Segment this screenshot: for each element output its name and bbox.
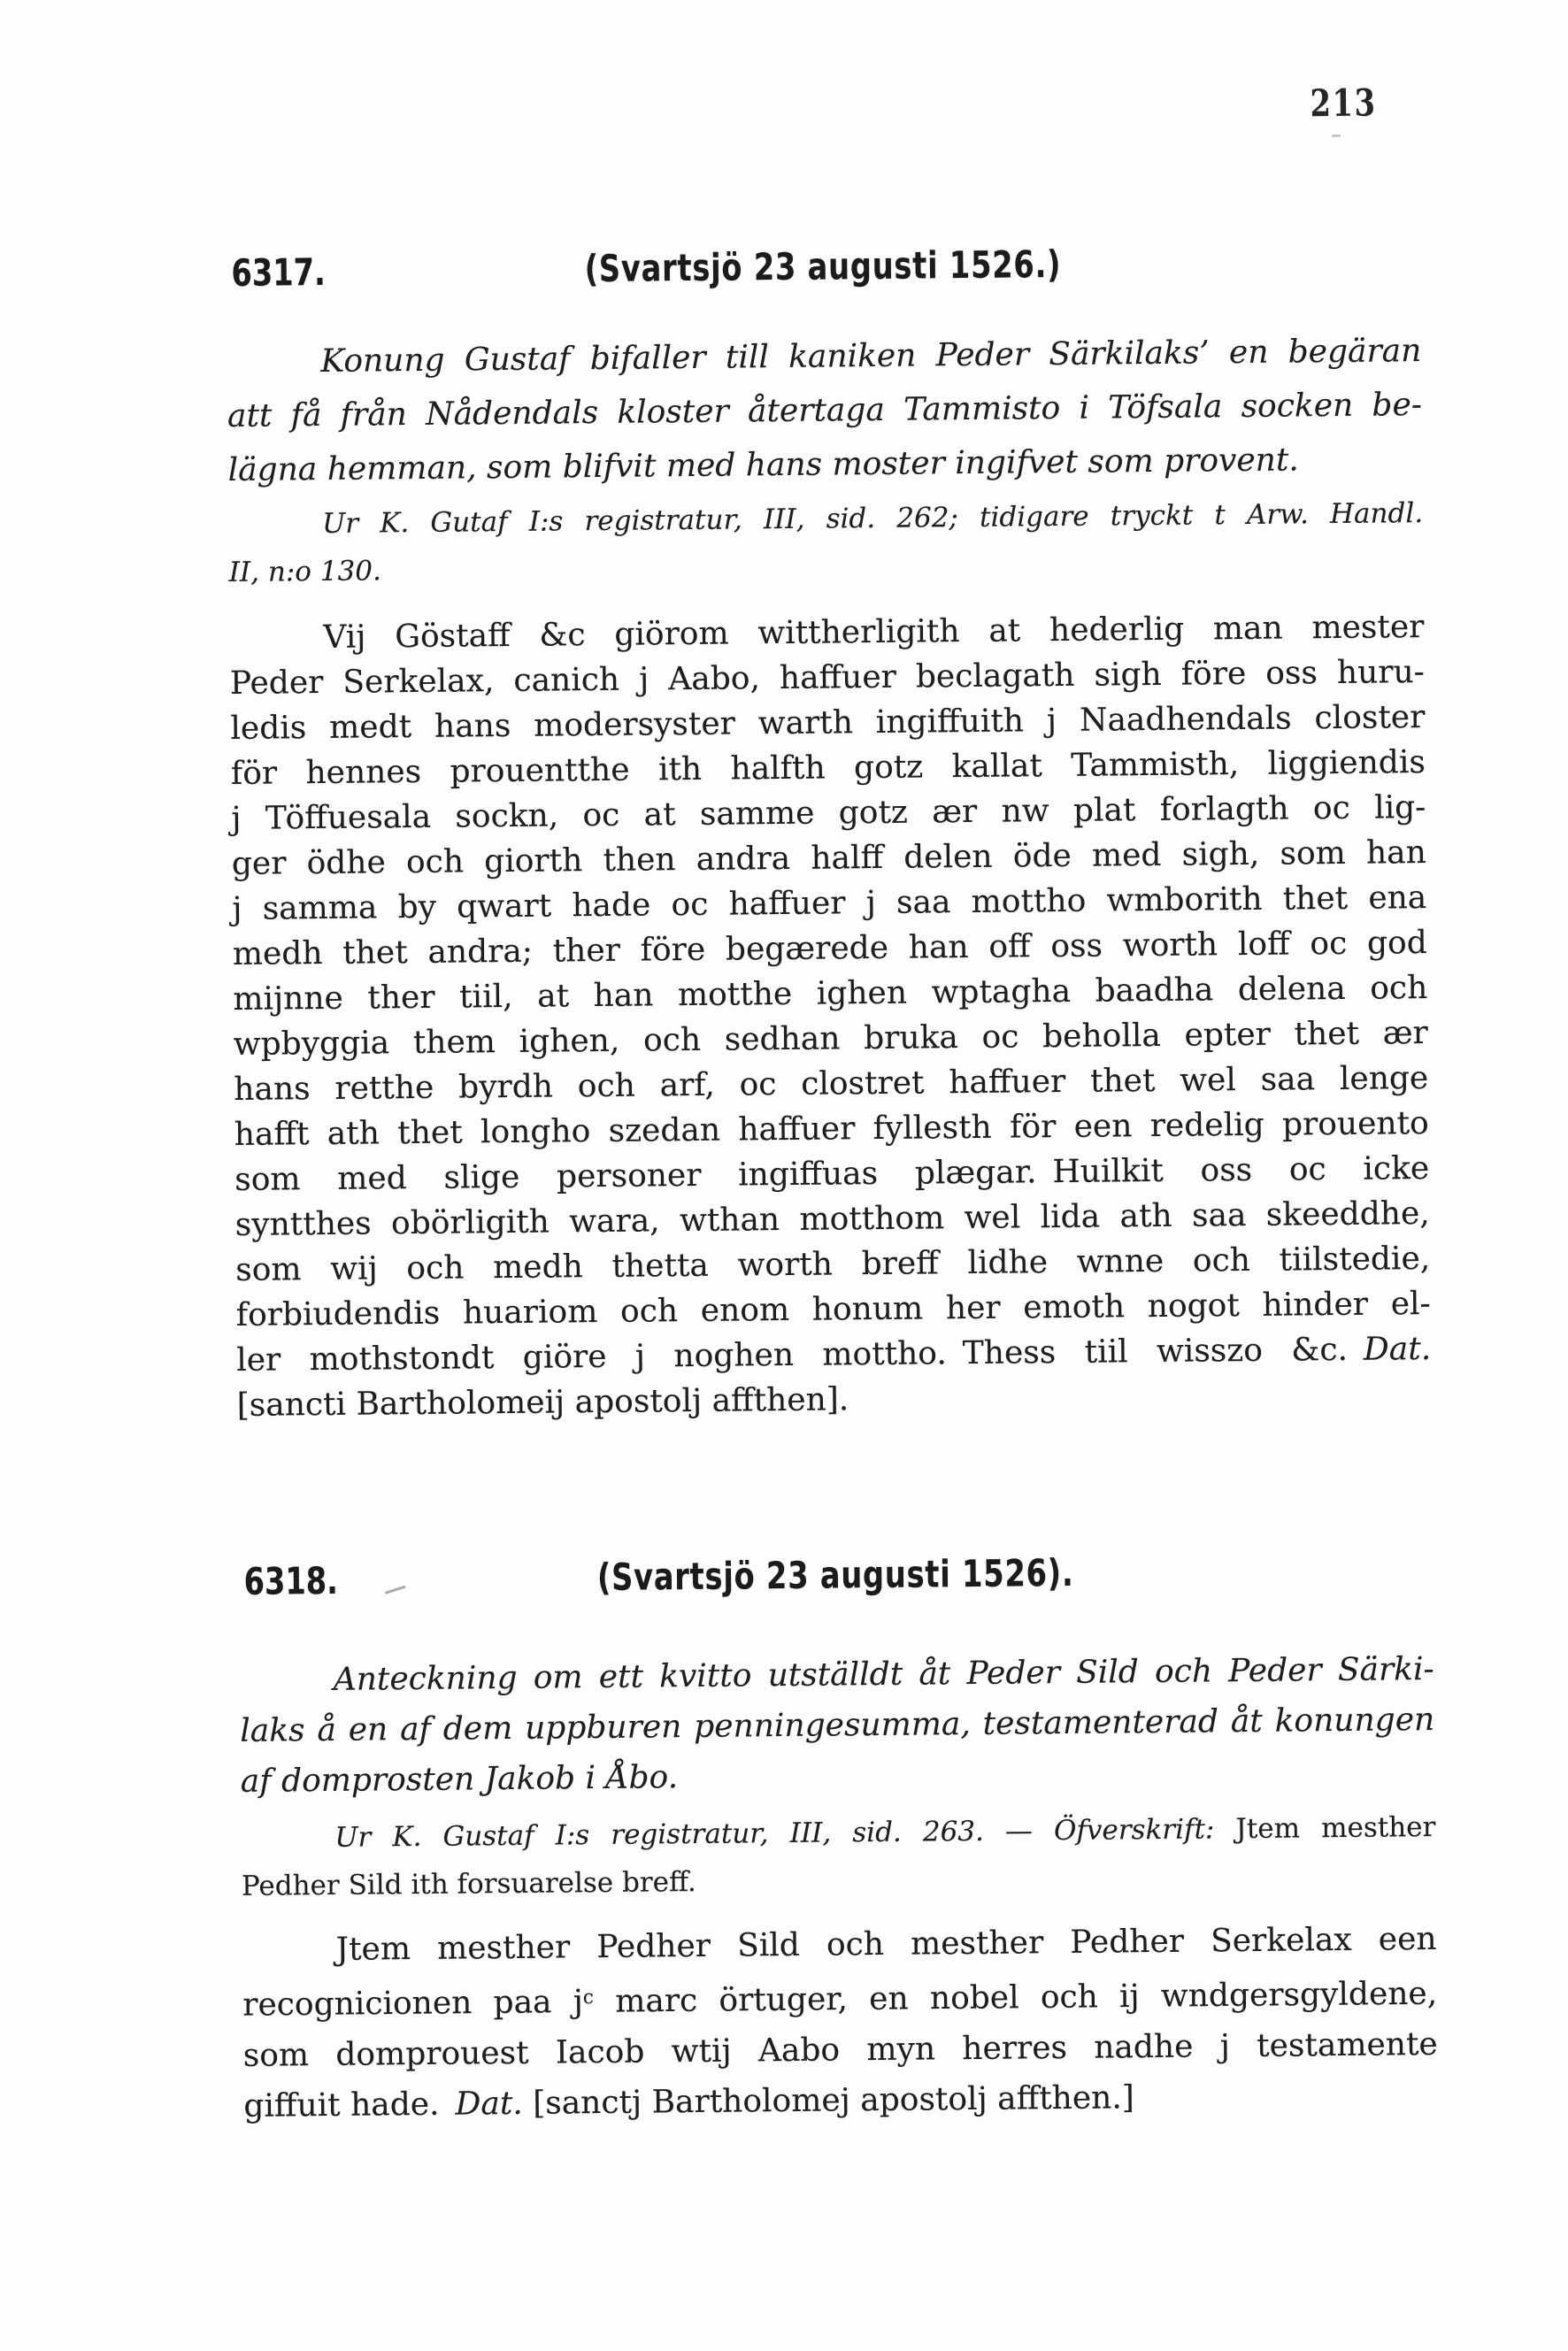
text-segment: [sancti Bartholomeij apostolj affthen]. [236,1381,849,1424]
entry-number: 6318. [243,1558,339,1603]
entry-6317 [226,238,1432,1428]
text-line [227,432,1423,497]
text-segment: lägna hemman, som blifvit med hans moster ingifvet som provent. [227,442,1299,488]
entry-6318 [238,1547,1438,2132]
entry-heading: (Svartsjö 23 augusti 1526.) [584,242,1062,291]
page-number: 213 [1310,81,1377,126]
entry-summary [239,1644,1435,1807]
entry-summary [227,324,1423,497]
text-segment: Dat. [1363,1330,1432,1368]
text-segment: Ur K. Gutaf I:s registratur, III, sid. 262; tidigare tryckt t Arw. Handl. [322,497,1424,540]
text-segment: ger ödhe och giorth then andra halff delen öde med sigh, som han [231,834,1427,882]
text-segment: ler mothstondt giöre j noghen mottho. Thess tiil wisszo &c. [236,1331,1364,1379]
text-segment: som wij och medh thetta worth breff lidhe wnne och tiilstedie, [235,1240,1431,1288]
text-line [242,1851,1436,1910]
entry-6318-header [238,1547,1433,1604]
entry-number: 6317. [231,250,326,295]
text-segment: wpbyggia them ighen, och sedhan bruka oc beholla epter thet ær [233,1015,1428,1063]
entry-heading: (Svartsjö 23 augusti 1526). [597,1550,1075,1600]
text-segment: Anteckning om ett kvitto utställdt åt Peder Sild och Peder Särki- [333,1650,1434,1698]
text-line [243,2070,1438,2132]
text-segment: som med slige personer ingiffuas plægar. Huilkit oss oc icke [234,1150,1430,1198]
entry-source-reference [228,489,1424,596]
text-segment: marc örtuger, en nobel och ij wndgersgyldene, [593,1975,1438,2020]
text-segment: ledis medt hans modersyster warth ingiffuith j Naadhendals closter [230,699,1426,747]
text-segment: som domprouest Iacob wtij Aabo myn herres nadhe j testamente [242,2025,1438,2074]
text-segment: Peder Serkelax, canich j Aabo, haffuer beclagath sigh före oss huru- [229,654,1426,702]
entry-body-text [242,1914,1438,2132]
text-segment: hans retthe byrdh och arf, oc clostret haffuer thet wel saa lenge [234,1060,1429,1108]
text-segment: giffuit hade. [243,2086,456,2124]
text-segment: c [582,1986,595,2009]
text-segment: Jtem mesther [1235,1810,1436,1846]
entry-body-text [229,604,1432,1428]
text-segment: medh thet andra; ther före begærede han off oss worth loff oc god [232,925,1427,972]
text-segment: af domprosten Jakob i Åbo. [240,1759,679,1800]
text-segment: forbiudendis huariom och enom honum her emoth nogot hinder el- [235,1285,1431,1333]
text-segment: Ur K. Gustaf I:s registratur, III, sid. 263. — Öfverskrift: [334,1813,1236,1854]
text-segment: syntthes obörligith wara, wthan motthom wel lida ath saa skeeddhe, [234,1195,1430,1243]
text-segment: Pedher Sild ith forsuarelse breff. [241,1865,696,1902]
text-segment: Dat. [455,2085,523,2123]
text-line [241,1745,1435,1807]
entry-source-reference [241,1803,1436,1910]
entry-6317-header [226,238,1420,296]
text-segment: [sanctj Bartholomej apostolj affthen.] [522,2078,1135,2122]
text-segment: j samma by qwart hade oc haffuer j saa mottho wmborith thet ena [232,880,1427,927]
text-segment: Vij Göstaff &c giörom wittherligith at hederlig man mester [323,609,1425,656]
text-segment: att få från Nådendals kloster återtaga Tammisto i Töfsala socken be- [227,387,1423,434]
text-segment: för hennes prouentthe ith halfth gotz kallat Tammisth, liggiendis [230,744,1426,792]
text-segment: Konung Gustaf bifaller till kaniken Peder Särkilaks’ en begäran [320,333,1422,380]
text-segment: mijnne ther tiil, at han motthe ighen wptagha baadha delena och [233,970,1428,1018]
text-segment: laks å en af dem uppburen penningesumma, testamenterad åt konungen [240,1701,1435,1749]
text-segment: recognicionen paa j [242,1983,584,2024]
text-segment: hafft ath thet longho szedan haffuer fyllesth för een redelig prouento [234,1105,1429,1153]
text-segment: j Töffuesala sockn, oc at samme gotz ær nw plat forlagth oc lig- [231,789,1426,837]
text-segment: II, n:o 130. [228,555,382,588]
text-segment: Jtem mesther Pedher Sild och mesther Pedher Serkelax een [335,1920,1437,1968]
text-column [224,0,1439,2132]
